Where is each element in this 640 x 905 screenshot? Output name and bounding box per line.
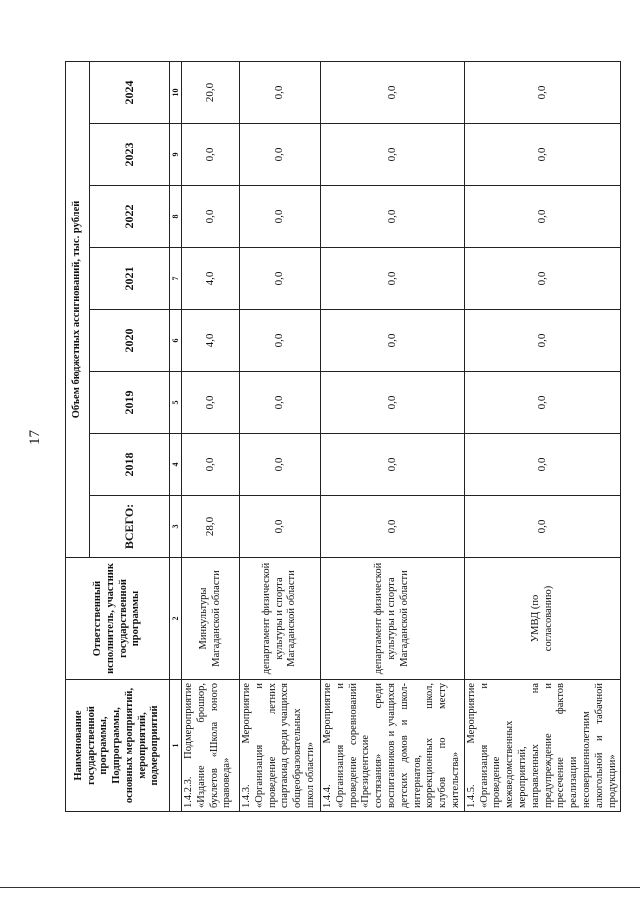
row-value: 0,0 (464, 124, 621, 186)
header-responsible: Ответственный исполнитель, участник государственной программы (66, 558, 170, 680)
table-row (464, 61, 621, 811)
table-row (182, 61, 240, 811)
col-number: 3 (170, 496, 182, 558)
row-value-total: 0,0 (464, 496, 621, 558)
col-number: 7 (170, 248, 182, 310)
col-number: 6 (170, 310, 182, 372)
row-value: 0,0 (321, 186, 465, 248)
rotated-table-container (65, 62, 618, 812)
row-value: 0,0 (321, 434, 465, 496)
col-number: 10 (170, 61, 182, 123)
header-year-2024: 2024 (90, 61, 170, 123)
col-number: 9 (170, 124, 182, 186)
row-responsible: департамент физической культуры и спорта Магаданской области (240, 558, 321, 680)
header-year-2022: 2022 (90, 186, 170, 248)
row-value: 0,0 (182, 124, 240, 186)
col-number: 4 (170, 434, 182, 496)
row-value: 0,0 (240, 310, 321, 372)
row-name: 1.4.2.3. Подмероприятие «Издание брошюр, буклетов «Школа юного правоведа» (182, 680, 240, 812)
col-number: 2 (170, 558, 182, 680)
row-value: 0,0 (464, 372, 621, 434)
row-name: 1.4.4. Мероприятие «Организация и проведение соревнований «Президентские состязания» среди воспитанников и учащихся детских домов и школ-интернатов, коррекционных школ, клубов по месту жительства» (321, 680, 465, 812)
row-value: 0,0 (464, 186, 621, 248)
col-number: 5 (170, 372, 182, 434)
header-total: ВСЕГО: (90, 496, 170, 558)
row-value: 0,0 (182, 186, 240, 248)
row-responsible: Минкультуры Магаданской области (182, 558, 240, 680)
row-value: 0,0 (464, 434, 621, 496)
row-value: 4,0 (182, 310, 240, 372)
row-value: 0,0 (240, 186, 321, 248)
row-value: 0,0 (240, 248, 321, 310)
header-name: Наименование государственной программы, Подпрограммы, основных мероприятий, мероприятий, подмероприятий (66, 680, 170, 812)
row-value-total: 28,0 (182, 496, 240, 558)
row-value: 0,0 (321, 248, 465, 310)
col-number: 8 (170, 186, 182, 248)
row-value: 0,0 (321, 61, 465, 123)
row-name: 1.4.5. Мероприятие «Организация и проведение межведомственных мероприятий, направленных на предупреждение и пресечение фактов реализации несовершеннолетним алкогольной и табачной продукции» (464, 680, 621, 812)
page-number: 17 (27, 430, 43, 445)
row-value: 20,0 (182, 61, 240, 123)
header-year-2020: 2020 (90, 310, 170, 372)
budget-table (65, 61, 621, 812)
table-row (240, 61, 321, 811)
row-value-total: 0,0 (321, 496, 465, 558)
row-value: 0,0 (240, 124, 321, 186)
row-value: 4,0 (182, 248, 240, 310)
row-value: 0,0 (464, 310, 621, 372)
col-number: 1 (170, 680, 182, 812)
row-value: 0,0 (464, 248, 621, 310)
row-value-total: 0,0 (240, 496, 321, 558)
header-year-2018: 2018 (90, 434, 170, 496)
row-value: 0,0 (182, 434, 240, 496)
row-name: 1.4.3. Мероприятие «Организация и проведение летних спартакиад среди учащихся общеобразовательных школ области» (240, 680, 321, 812)
header-year-2021: 2021 (90, 248, 170, 310)
row-value: 0,0 (321, 372, 465, 434)
row-value: 0,0 (240, 434, 321, 496)
row-value: 0,0 (182, 372, 240, 434)
row-value: 0,0 (464, 61, 621, 123)
header-budget: Объем бюджетных ассигнований, тыс. рублей (66, 61, 90, 557)
table-row (321, 61, 465, 811)
row-value: 0,0 (321, 124, 465, 186)
header-year-2019: 2019 (90, 372, 170, 434)
row-value: 0,0 (240, 372, 321, 434)
header-year-2023: 2023 (90, 124, 170, 186)
row-value: 0,0 (240, 61, 321, 123)
row-responsible: департамент физической культуры и спорта Магаданской области (321, 558, 465, 680)
bottom-rule (0, 887, 640, 888)
row-responsible: УМВД (по согласованию) (464, 558, 621, 680)
row-value: 0,0 (321, 310, 465, 372)
